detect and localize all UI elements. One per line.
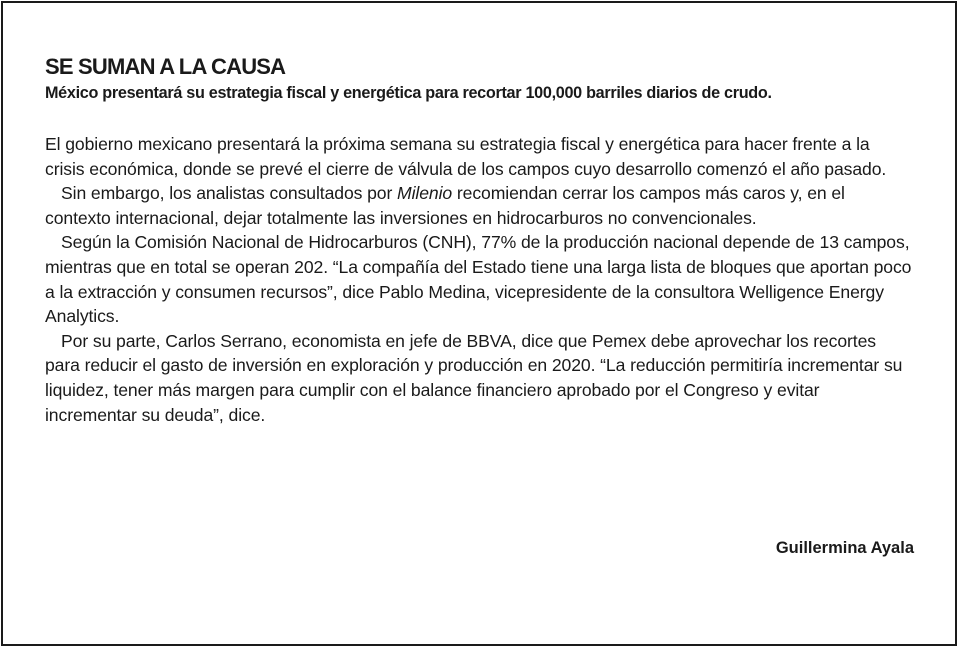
paragraph-text: recomiendan cerrar los campos más caros y, en el contexto internacional, dejar totalmente las inversiones en hidrocarburos no convencionales.	[45, 183, 845, 228]
paragraph-text: Sin embargo, los analistas consultados por	[61, 183, 398, 204]
author-byline: Guillermina Ayala	[775, 539, 914, 557]
paragraph	[45, 181, 913, 230]
article-body	[45, 132, 913, 427]
article-deck: México presentará su estrategia fiscal y energética para recortar 100,000 barriles diarios de crudo.	[45, 84, 772, 102]
publication-name: Milenio	[397, 183, 453, 204]
paragraph: Según la Comisión Nacional de Hidrocarburos (CNH), 77% de la producción nacional depende de 13 campos, mientras que en total se operan 202. “La compañía del Estado tiene una larga lista de bloques que aportan poco a la extracción y consumen recursos”, dice Pablo Medina, vicepresidente de la consultora Welligence Energy Analytics.	[45, 232, 912, 327]
article-headline: SE SUMAN A LA CAUSA	[45, 54, 286, 79]
article-content	[45, 54, 913, 427]
paragraph: Por su parte, Carlos Serrano, economista en jefe de BBVA, dice que Pemex debe aprovechar los recortes para reducir el gasto de inversión en exploración y producción en 2020. “La reducción permitiría incrementar su liquidez, tener más margen para cumplir con el balance financiero aprobado por el Congreso y evitar incrementar su deuda”, dice.	[45, 330, 903, 425]
paragraph: El gobierno mexicano presentará la próxima semana su estrategia fiscal y energética para hacer frente a la crisis económica, donde se prevé el cierre de válvula de los campos cuyo desarrollo comenzó el año pasado.	[45, 134, 887, 179]
